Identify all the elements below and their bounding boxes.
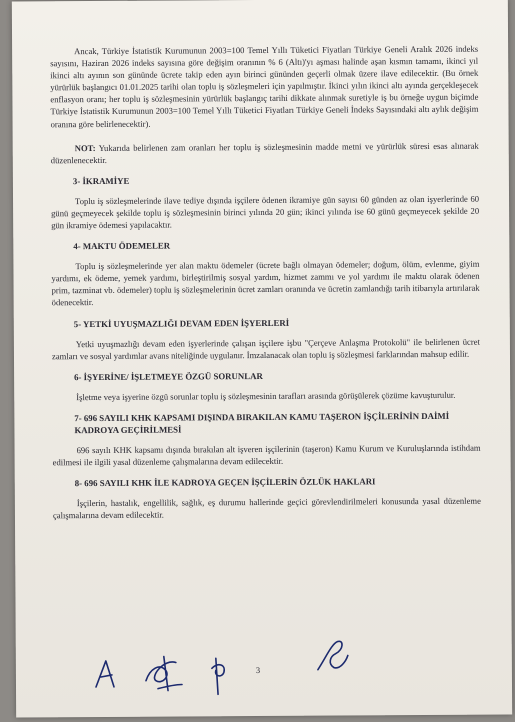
document-page	[12, 0, 512, 718]
section-heading-3: 3- İKRAMİYE	[72, 175, 130, 186]
section-body-8: İşçilerin, hastalık, engellilik, sağlık, eş durumu hallerinde geçici görevlendirilmeleri konusunda yasal düzenleme çalışmalarına devam edilecektir.	[52, 495, 481, 521]
note-text: Yukarıda belirlenen zam oranları her toplu iş sözleşmesinin madde metni ve yürürlük süresi esas alınarak düzenlenecektir.	[50, 140, 479, 166]
section-body-5: Yetki uyuşmazlığı devam eden işyerlerinde çalışan işçilere işbu "Çerçeve Anlaşma Protokolü" ile belirlenen ücret zamları ve sosyal yardımlar avans niteliğinde uygulanır. İmzalanacak olan toplu iş sözleşmesi farklarından mahsup edilir.	[51, 336, 480, 361]
signature-1	[92, 653, 132, 693]
section-heading-6: 6- İŞYERİNE/ İŞLETMEYE ÖZGÜ SORUNLAR	[74, 370, 263, 382]
section-body-3: Toplu iş sözleşmelerinde ilave tediye dışında işçilere ödenen ikramiye gün sayısı 60 günden az olan işyerlerinde 60 günü geçmeyecek şekilde toplu iş sözleşmesinin birinci yılında 20 gün; ikinci yılında ise 60 günü geçmeyecek şekilde 20 gün ikramiye ödemesi yapılacaktır.	[51, 193, 480, 231]
section-heading-7: 7- 696 SAYILI KHK KAPSAMI DIŞINDA BIRAKILAN KAMU TAŞERON İŞÇİLERİNİN DAİMİ KADROYA GEÇİRİLMESİ	[74, 410, 450, 435]
signature-3	[206, 654, 234, 698]
section-body-7: 696 sayılı KHK kapsamı dışında bırakılan alt işveren işçilerinin (taşeron) Kamu Kurum ve Kuruluşlarında istihdam edilmesi ile ilgili yasal düzenleme çalışmalarına devam edilecektir.	[52, 442, 481, 468]
page-number: 3	[255, 665, 261, 676]
section-body-6: İşletme veya işyerine özgü sorunlar toplu iş sözleşmesinin tarafları arasında görüşülerek çözüme kavuşturulur.	[76, 389, 456, 402]
note-paragraph	[51, 139, 479, 166]
intro-paragraph: Ancak, Türkiye İstatistik Kurumunun 2003=100 Temel Yıllı Tüketici Fiyatları Türkiye Geneli Aralık 2026 indeks sayısını, Haziran 2026 indeks sayısına göre değişim oranının % 6 (Altı)'yı aşması halinde aşan kısmın tamamı, ikinci yıl ikinci altı ayının son gününde ücrete takip eden ayın birinci gününden geçerli olmak üzere ilave edilecektir. (Bu örnek yürürlük başlangıcı 01.01.2025 tarihi olan toplu iş sözleşmeleri için yapılmıştır. İkinci yılın ikinci altı ayında gerçekleşecek enflasyon oranı; her toplu iş sözleşmesinin yürürlük başlangıç tarihi dikkate alınmak suretiyle iş bu örneğe uygun biçimde Türkiye İstatistik Kurumunun 2003=100 Temel Yıllı Tüketici Fiyatları Türkiye Geneli İndeks Sayısındaki altı aylık değişim oranına göre belirlenecektir).	[50, 43, 479, 129]
section-heading-5: 5- YETKİ UYUŞMAZLIĞI DEVAM EDEN İŞYERLERİ	[73, 317, 290, 329]
section-heading-4: 4- MAKTU ÖDEMELER	[73, 240, 171, 252]
signature-4	[312, 635, 352, 675]
document-body	[50, 43, 481, 522]
section-body-4: Toplu iş sözleşmelerinde yer alan maktu ödemeler (ücrete bağlı olmayan ödemeler; doğum, ölüm, evlenme, giyim yardımı, ek ödeme, yemek yardımı, birleştirilmiş sosyal yardım, hizmet zammı ve yol yardımı ile maktu olarak ödenen prim, tazminat vb. ödemeler) toplu iş sözleşmelerinin ücret zamları oranında ve ücretin zamlandığı tarih itibarıyla artırılarak ödenecektir.	[51, 258, 480, 308]
signature-2	[140, 650, 188, 696]
note-label: NOT:	[74, 142, 96, 153]
section-heading-8: 8- 696 SAYILI KHK İLE KADROYA GEÇEN İŞÇİLERİN ÖZLÜK HAKLARI	[74, 476, 376, 489]
